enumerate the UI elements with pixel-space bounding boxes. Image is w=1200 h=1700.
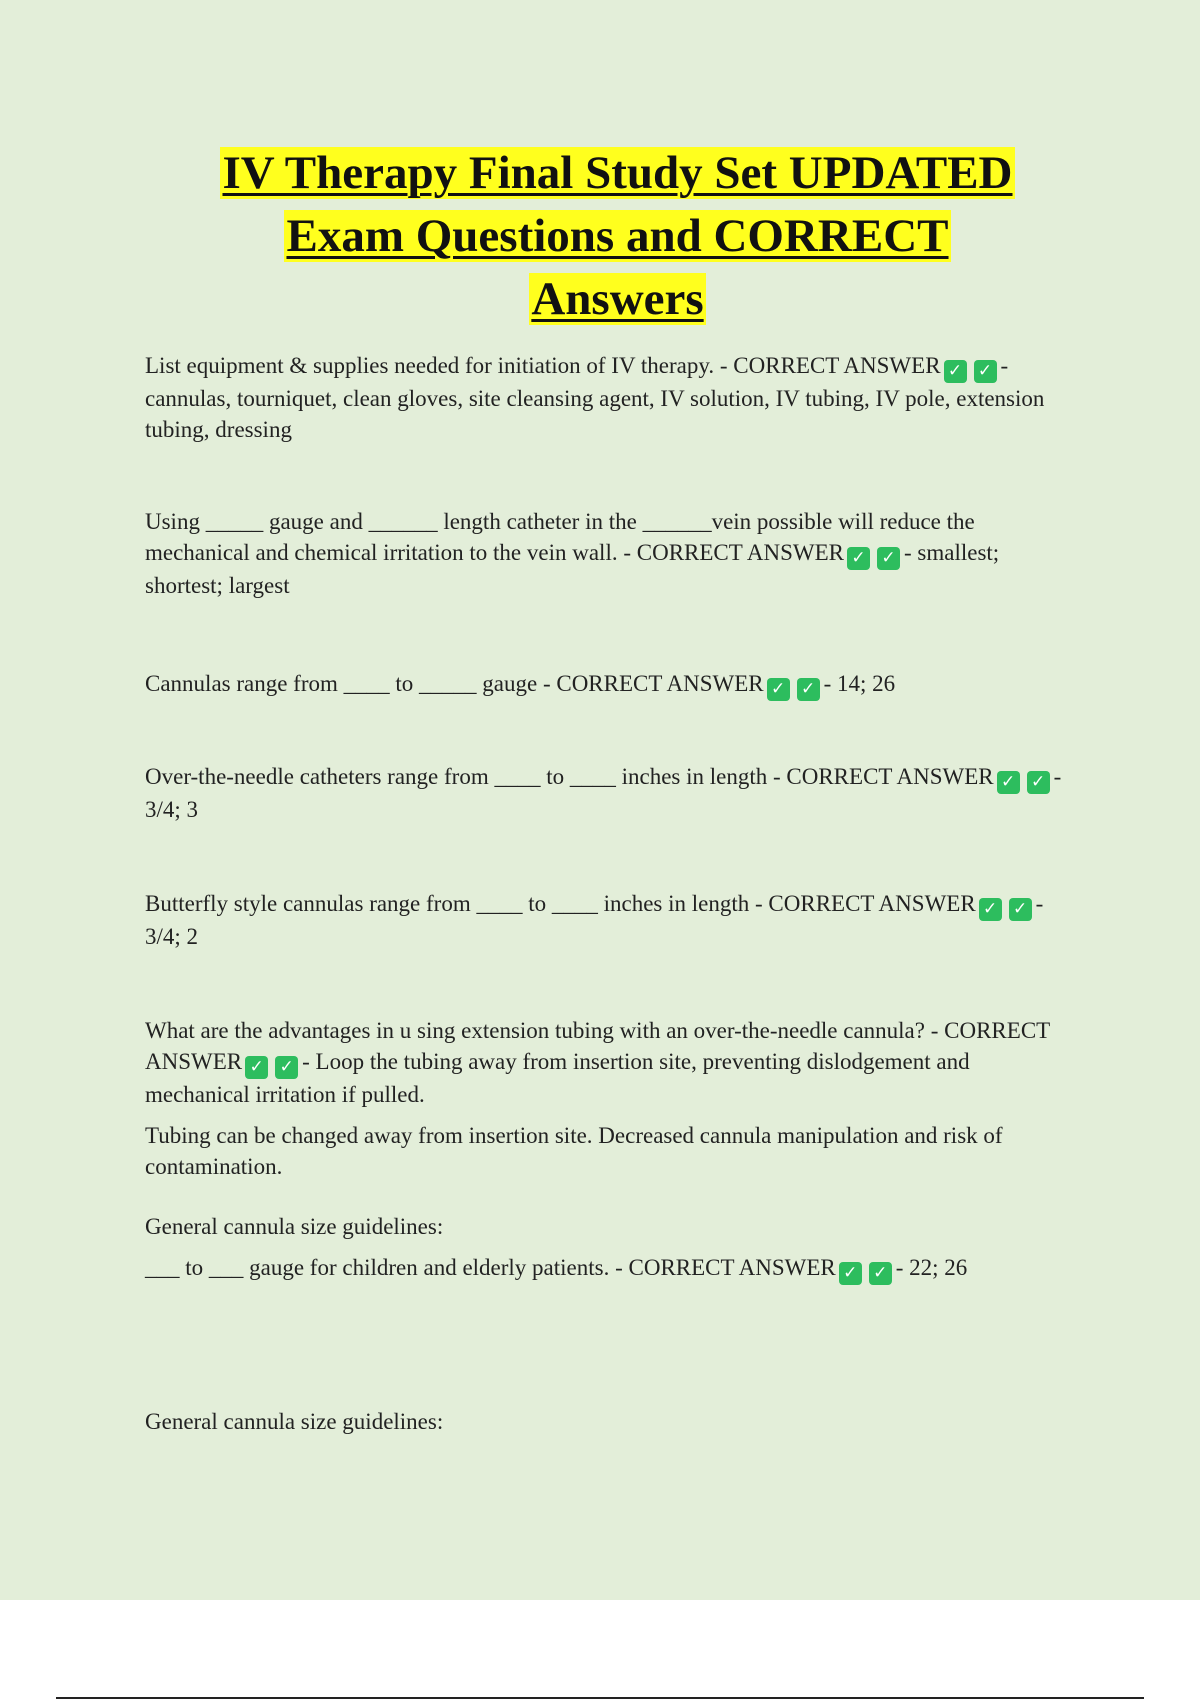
question-text: Butterfly style cannulas range from ____ to ____ inches in length - CORRECT ANSWER (145, 891, 976, 916)
answer-text: - smallest; shortest; largest (145, 540, 1000, 598)
qa-item (145, 888, 1070, 952)
answer-text: - cannulas, tourniquet, clean gloves, site cleansing agent, IV solution, IV tubing, IV pole, extension tubing, dressing (145, 353, 1045, 442)
answer-text: - 14; 26 (823, 671, 896, 696)
section-intro: General cannula size guidelines: (145, 1214, 444, 1239)
check-mark-icon: ✓ (877, 547, 900, 570)
question-text: What are the advantages in u sing extension tubing with an over-the-needle cannula? - CORRECT ANSWER (145, 1018, 1050, 1074)
question-text: Using _____ gauge and ______ length catheter in the ______vein possible will reduce the mechanical and chemical irritation to the vein wall. - CORRECT ANSWER (145, 509, 975, 565)
answer-continuation: Tubing can be changed away from insertion site. Decreased cannula manipulation and risk of contamination. (145, 1123, 1003, 1179)
check-mark-icon: ✓ (275, 1056, 298, 1079)
check-mark-icon: ✓ (869, 1262, 892, 1285)
title-line-1: IV Therapy Final Study Set UPDATED (222, 147, 1013, 199)
qa-paragraph (145, 1252, 967, 1285)
question-text: Over-the-needle catheters range from ____ to ____ inches in length - CORRECT ANSWER (145, 764, 994, 789)
qa-paragraph (145, 1015, 1070, 1110)
check-mark-icon: ✓ (997, 771, 1020, 794)
check-mark-icon: ✓ (1027, 771, 1050, 794)
answer-text: - 3/4; 3 (145, 764, 1062, 822)
document-title (150, 142, 1085, 331)
check-mark-icon: ✓ (1009, 898, 1032, 921)
qa-item (145, 506, 1070, 601)
qa-item (145, 350, 1070, 445)
answer-text: - 3/4; 2 (145, 891, 1044, 949)
answer-text: - Loop the tubing away from insertion site, preventing dislodgement and mechanical irritation if pulled. (145, 1049, 970, 1107)
footer-divider (56, 1697, 1144, 1699)
qa-item (145, 1015, 1070, 1182)
check-mark-icon: ✓ (839, 1262, 862, 1285)
section-intro: General cannula size guidelines: (145, 1409, 444, 1434)
check-mark-icon: ✓ (245, 1056, 268, 1079)
check-mark-icon: ✓ (767, 678, 790, 701)
question-text: List equipment & supplies needed for initiation of IV therapy. - CORRECT ANSWER (145, 353, 941, 378)
check-mark-icon: ✓ (944, 360, 967, 383)
check-mark-icon: ✓ (979, 898, 1002, 921)
check-mark-icon: ✓ (847, 547, 870, 570)
question-text: Cannulas range from ____ to _____ gauge - CORRECT ANSWER (145, 671, 764, 696)
qa-item (145, 668, 895, 701)
title-line-3: Answers (531, 273, 704, 325)
question-text: ___ to ___ gauge for children and elderly patients. - CORRECT ANSWER (145, 1255, 836, 1280)
check-mark-icon: ✓ (974, 360, 997, 383)
qa-item (145, 761, 1070, 825)
answer-text: - 22; 26 (895, 1255, 968, 1280)
check-mark-icon: ✓ (797, 678, 820, 701)
title-line-2: Exam Questions and CORRECT (286, 210, 949, 262)
qa-item (145, 1211, 967, 1285)
